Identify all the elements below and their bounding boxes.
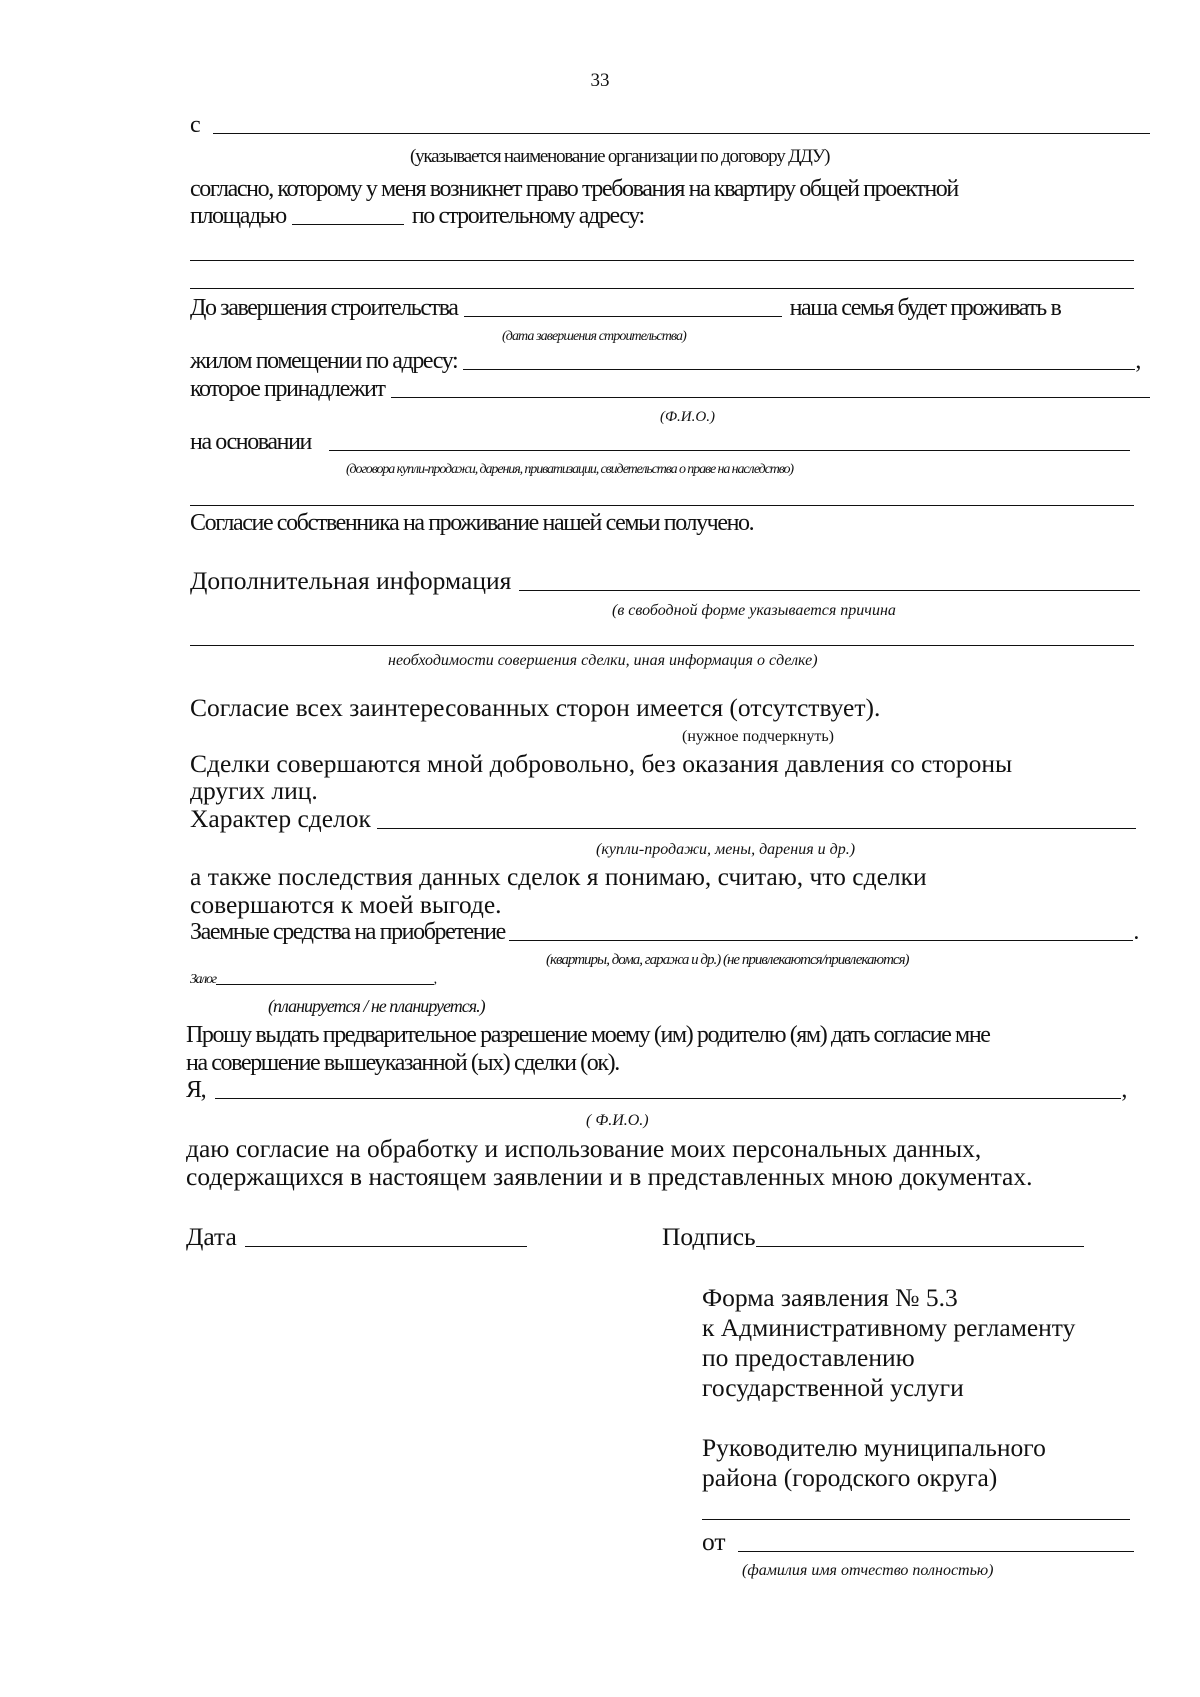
caption-date-completion: (дата завершения строительства) — [502, 329, 686, 344]
caption-fio-self: ( Ф.И.О.) — [586, 1112, 649, 1129]
text-owner-consent: Согласие собственника на проживание нашей семьи получено. — [190, 510, 754, 536]
text-consequences-1: а также последствия данных сделок я понимаю, считаю, что сделки — [190, 862, 927, 891]
text-voluntary-1: Сделки совершаются мной добровольно, без оказания давления со стороны — [190, 749, 1013, 778]
text-pledge: Залог — [190, 972, 216, 987]
caption-reason-1: (в свободной форме указывается причина — [612, 602, 896, 619]
signature-blank[interactable] — [756, 1245, 1084, 1247]
comma-3: , — [1121, 1077, 1126, 1103]
caption-pledge: (планируется / не планируется.) — [268, 996, 485, 1016]
caption-basis: (договора купли-продажи, дарения, приватизации, свидетельства о праве на наследство) — [346, 462, 793, 477]
text-personal-2: содержащихся в настоящем заявлении и в представленных мною документах. — [186, 1162, 1033, 1191]
recipient-1: Руководителю муниципального — [702, 1433, 1046, 1462]
comma-1: , — [1135, 348, 1140, 374]
text-i: Я, — [186, 1077, 206, 1103]
caption-underline-needed: (нужное подчеркнуть) — [682, 728, 834, 745]
text-residence: жилом помещении по адресу: — [190, 348, 458, 374]
text-additional: Дополнительная информация — [190, 566, 512, 595]
borrowed-line — [190, 919, 1138, 946]
label-date: Дата — [186, 1222, 237, 1251]
address-blank-2[interactable] — [190, 287, 1134, 289]
form-title-4: государственной услуги — [702, 1373, 964, 1402]
text-basis: на основании — [190, 429, 311, 455]
text-until: До завершения строительства — [190, 295, 458, 321]
additional-line — [190, 566, 1140, 596]
caption-fio-owner: (Ф.И.О.) — [660, 409, 715, 425]
caption-reason-2: необходимости совершения сделки, иная информация о сделке) — [388, 652, 818, 669]
label-signature: Подпись — [662, 1222, 756, 1251]
additional-blank-2[interactable] — [190, 644, 1134, 646]
from-blank[interactable] — [738, 1550, 1134, 1552]
from-line — [702, 1527, 1134, 1557]
date-blank[interactable] — [245, 1245, 527, 1247]
text-from: от — [702, 1527, 726, 1556]
prefix-s: с — [190, 112, 200, 138]
basis-blank[interactable] — [329, 449, 1130, 451]
until-line — [190, 295, 1150, 322]
residence-line — [190, 348, 1140, 375]
basis-line — [190, 429, 1130, 456]
caption-character: (купли-продажи, мены, дарения и др.) — [596, 841, 856, 858]
form-title-1: Форма заявления № 5.3 — [702, 1283, 958, 1312]
date-line — [186, 1222, 527, 1252]
form-title-2: к Административному регламенту — [702, 1313, 1076, 1342]
form-title-3: по предоставлению — [702, 1343, 915, 1372]
caption-borrowed: (квартиры, дома, гаража и др.) (не привлекаются/привлекаются) — [546, 952, 909, 968]
belongs-line — [190, 376, 1150, 403]
additional-blank[interactable] — [519, 589, 1140, 591]
text-request-1: Прошу выдать предварительное разрешение моему (им) родителю (ям) дать согласие мне — [186, 1022, 990, 1048]
recipient-2: района (городского округа) — [702, 1463, 998, 1492]
owner-blank[interactable] — [391, 396, 1150, 398]
character-line — [190, 804, 1136, 834]
page-number: 33 — [590, 70, 610, 91]
borrowed-blank[interactable] — [509, 939, 1134, 941]
text-belongs: которое принадлежит — [190, 376, 385, 402]
pledge-line — [190, 972, 436, 988]
text-request-2: на совершение вышеуказанной (ых) сделки (ок). — [186, 1050, 619, 1076]
text-personal-1: даю согласие на обработку и использование моих персональных данных, — [186, 1134, 982, 1163]
area-line — [190, 203, 644, 230]
text-address: по строительному адресу: — [411, 203, 644, 229]
area-blank[interactable] — [292, 223, 404, 225]
signature-line — [662, 1222, 1084, 1252]
text-voluntary-2: других лиц. — [190, 776, 318, 805]
caption-fullname: (фамилия имя отчество полностью) — [742, 1562, 994, 1579]
text-character: Характер сделок — [190, 804, 371, 833]
text-according: согласно, которому у меня возникнет право требования на квартиру общей проектной — [190, 176, 958, 202]
recipient-name-blank[interactable] — [702, 1518, 1130, 1520]
organization-line — [190, 112, 1150, 139]
organization-blank[interactable] — [213, 132, 1150, 134]
text-all-consent: Согласие всех заинтересованных сторон имеется (отсутствует). — [190, 693, 881, 722]
text-family-live: наша семья будет проживать в — [789, 295, 1061, 321]
comma-2: , — [433, 972, 436, 987]
fio-blank[interactable] — [215, 1097, 1121, 1099]
basis-blank-2[interactable] — [190, 504, 1134, 506]
i-line — [186, 1077, 1126, 1104]
text-borrowed: Заемные средства на приобретение — [190, 919, 505, 945]
address-blank-1[interactable] — [190, 259, 1134, 261]
character-blank[interactable] — [377, 827, 1136, 829]
date-completion-blank[interactable] — [464, 315, 782, 317]
pledge-blank[interactable] — [216, 983, 434, 985]
text-area: площадью — [190, 203, 286, 229]
text-consequences-2: совершаются к моей выгоде. — [190, 890, 502, 919]
residence-blank[interactable] — [463, 368, 1135, 370]
period-1: . — [1133, 919, 1138, 945]
caption-organization: (указывается наименование организации по договору ДДУ) — [410, 146, 830, 167]
